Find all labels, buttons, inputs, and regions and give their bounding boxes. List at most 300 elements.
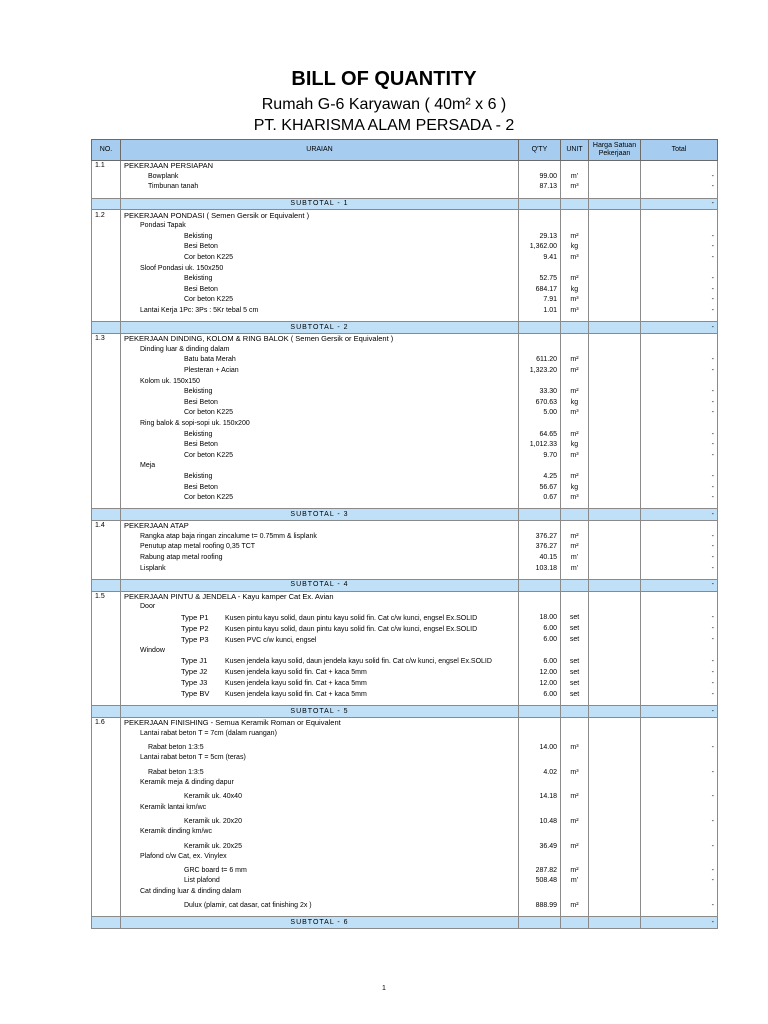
table-row [92,242,718,253]
row-unit [561,263,589,274]
row-description: Keramik meja & dinding dapur [121,778,519,789]
row-number [92,802,121,813]
row-unit [561,778,589,789]
row-unit: m² [561,274,589,285]
row-number [92,646,121,657]
subtotal-row [92,917,718,929]
row-description: Keramik uk. 20x20 [121,813,519,827]
row-total: - [641,182,718,193]
row-total [641,802,718,813]
row-qty: 7.91 [519,295,561,306]
row-qty: 6.00 [519,624,561,635]
row-total: - [641,295,718,306]
row-description: Rabung atap metal roofing [121,553,519,564]
subtotal-row [92,322,718,334]
row-unit-price [589,678,641,689]
table-row [92,887,718,898]
row-unit [561,852,589,863]
row-number [92,838,121,852]
table-row [92,253,718,264]
row-total: - [641,355,718,366]
row-unit: set [561,624,589,635]
row-description: Lantai rabat beton T = 7cm (dalam ruangan) [121,729,519,740]
row-unit-price [589,295,641,306]
col-header-no: NO. [92,140,121,161]
row-description: Keramik dinding km/wc [121,827,519,838]
row-number [92,897,121,911]
row-total: - [641,678,718,689]
row-unit-price [589,263,641,274]
row-description [121,656,519,667]
row-qty: 36.49 [519,838,561,852]
row-description: Cat dinding luar & dinding dalam [121,887,519,898]
row-total: - [641,172,718,183]
row-total [641,521,718,532]
row-qty: 376.27 [519,542,561,553]
row-description: GRC board t= 6 mm [121,862,519,876]
row-qty [519,827,561,838]
row-qty [519,729,561,740]
row-unit: m' [561,876,589,887]
row-number [92,553,121,564]
row-qty: 376.27 [519,532,561,543]
row-unit [561,706,589,718]
item-description: Kusen PVC c/w kunci, engsel [225,636,317,644]
row-unit [561,221,589,232]
row-unit-price [589,387,641,398]
row-qty [519,591,561,602]
row-unit [561,802,589,813]
row-qty [519,419,561,430]
row-unit [561,461,589,472]
row-qty: 4.02 [519,764,561,778]
row-total: - [641,253,718,264]
row-description [121,624,519,635]
row-number [92,788,121,802]
row-description: Bekisting [121,429,519,440]
row-number [92,827,121,838]
row-description: Dinding luar & dinding dalam [121,345,519,356]
table-row [92,295,718,306]
row-number [92,232,121,243]
row-unit: set [561,656,589,667]
row-qty: 99.00 [519,172,561,183]
row-number [92,274,121,285]
row-unit [561,376,589,387]
row-total [641,210,718,221]
table-row [92,852,718,863]
row-unit-price [589,802,641,813]
row-total [641,646,718,657]
item-description: Kusen jendela kayu solid, daun jendela kayu solid fin. Cat c/w kunci, engsel Ex.SOLID [225,658,492,666]
row-unit [561,729,589,740]
col-header-uraian: URAIAN [121,140,519,161]
row-number [92,917,121,929]
row-qty: 40.15 [519,553,561,564]
row-qty [519,706,561,718]
item-description: Kusen jendela kayu solid fin. Cat + kaca 5mm [225,691,367,699]
row-unit [561,917,589,929]
row-description: Cor beton K225 [121,493,519,504]
row-number [92,429,121,440]
row-qty [519,333,561,344]
item-type-label: Type P2 [181,623,209,633]
row-qty: 18.00 [519,613,561,624]
subtotal-label: SUBTOTAL - 3 [121,509,519,521]
row-unit [561,161,589,172]
row-number [92,172,121,183]
row-unit [561,753,589,764]
row-unit-price [589,862,641,876]
row-description: Cor beton K225 [121,450,519,461]
row-unit: m' [561,563,589,574]
row-qty [519,509,561,521]
row-unit: set [561,678,589,689]
row-unit: m² [561,387,589,398]
table-row [92,274,718,285]
row-total: - [641,429,718,440]
row-qty [519,778,561,789]
row-qty: 0.67 [519,493,561,504]
row-description: PEKERJAAN PERSIAPAN [121,161,519,172]
table-row [92,667,718,678]
row-number [92,450,121,461]
row-total [641,778,718,789]
row-total [641,827,718,838]
row-qty [519,753,561,764]
row-description [121,667,519,678]
row-description: Lantai Kerja 1Pc: 3Ps : 5Kr tebal 5 cm [121,306,519,317]
row-qty: 56.67 [519,482,561,493]
row-description: Besi Beton [121,440,519,451]
table-row [92,646,718,657]
table-row [92,472,718,483]
row-unit [561,419,589,430]
row-description [121,613,519,624]
row-number [92,221,121,232]
row-description: Lisplank [121,563,519,574]
row-unit [561,579,589,591]
table-row [92,656,718,667]
row-description: Cor beton K225 [121,253,519,264]
row-unit-price [589,635,641,646]
row-unit-price [589,739,641,753]
row-number: 1.5 [92,591,121,602]
row-unit: m² [561,366,589,377]
row-number [92,532,121,543]
row-number: 1.2 [92,210,121,221]
row-total [641,852,718,863]
table-row [92,813,718,827]
table-row [92,232,718,243]
item-type-label: Type J2 [181,667,208,677]
row-unit: m² [561,472,589,483]
row-qty: 33.30 [519,387,561,398]
row-total: - [641,613,718,624]
row-unit: m³ [561,493,589,504]
row-unit-price [589,419,641,430]
row-number [92,739,121,753]
subtotal-label: SUBTOTAL - 1 [121,198,519,210]
row-unit: m² [561,897,589,911]
row-qty: 9.41 [519,253,561,264]
row-unit-price [589,472,641,483]
row-unit-price [589,624,641,635]
row-total: - [641,838,718,852]
row-description: Rabat beton 1:3:5 [121,739,519,753]
row-unit: kg [561,482,589,493]
row-qty: 12.00 [519,678,561,689]
row-unit: kg [561,285,589,296]
row-total [641,263,718,274]
section-row [92,161,718,172]
row-unit-price [589,509,641,521]
row-qty: 9.70 [519,450,561,461]
row-unit: m² [561,232,589,243]
row-qty: 64.65 [519,429,561,440]
item-type-label: Type P1 [181,612,209,622]
row-unit: m' [561,553,589,564]
row-number [92,542,121,553]
row-total: - [641,232,718,243]
table-row [92,788,718,802]
row-qty [519,198,561,210]
table-row [92,355,718,366]
row-qty [519,376,561,387]
row-qty: 1.01 [519,306,561,317]
row-description: Bekisting [121,472,519,483]
table-row [92,827,718,838]
row-unit-price [589,553,641,564]
table-row [92,387,718,398]
table-row [92,876,718,887]
item-description: Kusen jendela kayu solid fin. Cat + kaca 5mm [225,669,367,677]
row-unit [561,827,589,838]
row-qty [519,802,561,813]
row-unit: m² [561,542,589,553]
row-unit: m³ [561,408,589,419]
row-total: - [641,862,718,876]
row-number [92,706,121,718]
row-unit-price [589,242,641,253]
row-unit: set [561,667,589,678]
row-qty [519,646,561,657]
table-row [92,345,718,356]
document-title: BILL OF QUANTITY [291,68,477,90]
section-row [92,210,718,221]
row-number: 1.3 [92,333,121,344]
row-qty: 4.25 [519,472,561,483]
table-row [92,366,718,377]
section-row [92,591,718,602]
row-total: - [641,788,718,802]
section-row [92,521,718,532]
row-total [641,753,718,764]
row-description: Keramik uk. 20x25 [121,838,519,852]
row-total: - [641,285,718,296]
item-type-label: Type P3 [181,634,209,644]
table-row [92,182,718,193]
table-row [92,897,718,911]
row-number [92,862,121,876]
row-unit: m³ [561,450,589,461]
row-total: - [641,706,718,718]
row-total [641,221,718,232]
row-description: Rabat beton 1:3:5 [121,764,519,778]
row-total: - [641,813,718,827]
subtotal-label: SUBTOTAL - 6 [121,917,519,929]
row-unit-price [589,656,641,667]
row-total: - [641,408,718,419]
row-unit-price [589,602,641,613]
row-number [92,493,121,504]
row-total [641,419,718,430]
table-row [92,429,718,440]
row-total [641,161,718,172]
row-description: Ring balok & sopi-sopi uk. 150x200 [121,419,519,430]
row-description: PEKERJAAN FINISHING - Semua Keramik Roman or Equivalent [121,717,519,728]
row-qty [519,322,561,334]
row-total: - [641,656,718,667]
row-total: - [641,635,718,646]
row-number [92,613,121,624]
row-unit [561,198,589,210]
row-number [92,876,121,887]
page-number: 1 [382,985,386,992]
row-qty [519,602,561,613]
row-description: Cor beton K225 [121,295,519,306]
row-number [92,408,121,419]
subtotal-label: SUBTOTAL - 2 [121,322,519,334]
row-number [92,852,121,863]
table-row [92,532,718,543]
table-row [92,285,718,296]
row-qty: 14.18 [519,788,561,802]
row-description: PEKERJAAN DINDING, KOLOM & RING BALOK ( Semen Gersik or Equivalent ) [121,333,519,344]
row-number [92,563,121,574]
row-description: Pondasi Tapak [121,221,519,232]
row-description [121,689,519,700]
row-unit: m² [561,355,589,366]
row-unit-price [589,646,641,657]
row-unit: m³ [561,253,589,264]
row-unit-price [589,667,641,678]
row-total [641,376,718,387]
row-qty [519,461,561,472]
table-header [92,140,718,161]
row-unit: set [561,613,589,624]
row-description: Plesteran + Acian [121,366,519,377]
row-total: - [641,624,718,635]
row-unit: m² [561,788,589,802]
section-row [92,333,718,344]
row-qty: 6.00 [519,656,561,667]
row-total: - [641,366,718,377]
row-unit [561,509,589,521]
row-number [92,387,121,398]
row-unit-price [589,355,641,366]
row-unit-price [589,198,641,210]
row-number [92,656,121,667]
table-row [92,542,718,553]
row-total: - [641,509,718,521]
row-total: - [641,242,718,253]
row-number [92,764,121,778]
row-number [92,198,121,210]
row-qty: 87.13 [519,182,561,193]
table-row [92,221,718,232]
row-unit-price [589,579,641,591]
row-number [92,306,121,317]
row-description: PEKERJAAN PINTU & JENDELA - Kayu kamper Cat Ex. Avian [121,591,519,602]
row-qty [519,345,561,356]
table-row [92,493,718,504]
table-row [92,397,718,408]
row-unit-price [589,376,641,387]
row-unit-price [589,482,641,493]
row-description: Meja [121,461,519,472]
row-unit-price [589,706,641,718]
row-number [92,440,121,451]
row-qty: 611.20 [519,355,561,366]
row-number [92,579,121,591]
row-total: - [641,917,718,929]
subtotal-row [92,198,718,210]
row-total: - [641,897,718,911]
row-total [641,717,718,728]
row-unit [561,345,589,356]
row-description: Cor beton K225 [121,408,519,419]
row-unit-price [589,345,641,356]
row-description: Door [121,602,519,613]
row-unit-price [589,408,641,419]
row-total: - [641,563,718,574]
section-row [92,717,718,728]
row-unit-price [589,450,641,461]
row-qty: 14.00 [519,739,561,753]
table-body [92,161,718,929]
row-total [641,602,718,613]
row-total: - [641,482,718,493]
table-row [92,419,718,430]
row-unit-price [589,887,641,898]
row-description: Sloof Pondasi uk. 150x250 [121,263,519,274]
row-description: Rangka atap baja ringan zincalume t= 0.75mm & lisplank [121,532,519,543]
row-description: List plafond [121,876,519,887]
row-qty [519,521,561,532]
row-qty: 6.00 [519,689,561,700]
row-qty: 29.13 [519,232,561,243]
table-row [92,172,718,183]
item-description: Kusen jendela kayu solid fin. Cat + kaca 5mm [225,680,367,688]
row-qty [519,887,561,898]
row-unit-price [589,306,641,317]
row-unit-price [589,521,641,532]
row-unit: m² [561,813,589,827]
table-row [92,729,718,740]
row-number: 1.6 [92,717,121,728]
row-total: - [641,440,718,451]
row-total: - [641,397,718,408]
row-qty: 10.48 [519,813,561,827]
row-unit-price [589,753,641,764]
table-row [92,602,718,613]
row-unit: m³ [561,764,589,778]
row-qty: 508.48 [519,876,561,887]
table-row [92,635,718,646]
row-description: Penutup atap metal roofing 0,35 TCT [121,542,519,553]
row-description: Lantai rabat beton T = 5cm (teras) [121,753,519,764]
